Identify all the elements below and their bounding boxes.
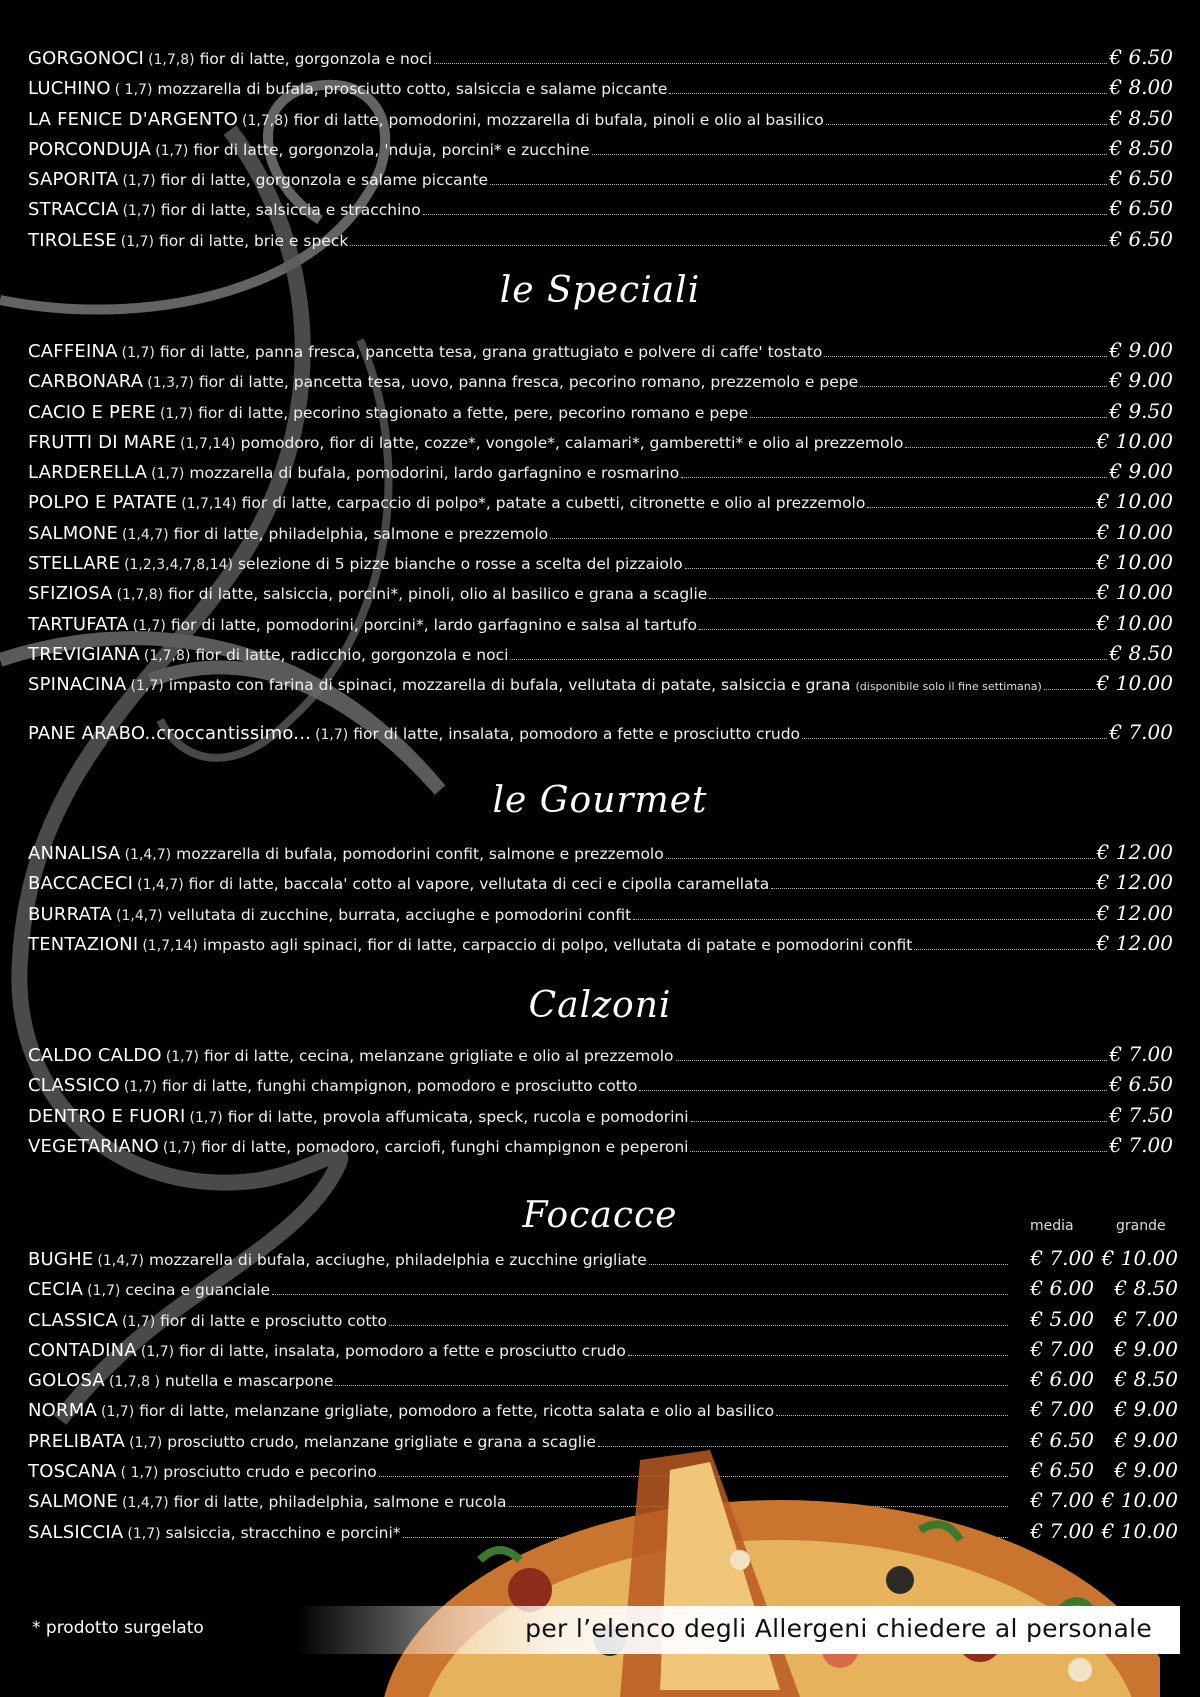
item-allergens: ( 1,7) [120, 1465, 159, 1482]
list-item [28, 166, 1173, 196]
item-price-media: € 7.00 [1030, 1246, 1094, 1270]
item-price: € 8.00 [1109, 75, 1173, 100]
item-name: CARBONARA [28, 371, 144, 393]
dotted-leader [350, 245, 1107, 246]
list-item [28, 580, 1173, 610]
item-allergens: (1,7) [87, 1283, 121, 1300]
item-allergens: (1,4,7) [97, 1253, 144, 1269]
item-name: SFIZIOSA [28, 583, 113, 605]
item-allergens: (1,4,7) [122, 1495, 169, 1512]
column-header-grande: grande [1116, 1218, 1166, 1234]
item-name: CLASSICA [28, 1309, 118, 1331]
dotted-leader [649, 1264, 1008, 1265]
item-allergens: (1,7) [120, 233, 154, 250]
list-item [28, 1397, 1178, 1427]
dotted-leader [510, 659, 1107, 660]
item-allergens: (1,7) [129, 1434, 163, 1451]
item-description: fior di latte, melanzane grigliate, pomodoro a fette, ricotta salata e olio al basilico [139, 1402, 775, 1421]
item-description: fior di latte, philadelphia, salmone e rucola [173, 1493, 507, 1512]
gourmet-list [28, 840, 1173, 961]
item-name: TOSCANA [28, 1461, 117, 1483]
item-price: € 12.00 [1096, 930, 1173, 955]
item-name: TARTUFATA [28, 613, 129, 635]
dotted-leader [423, 214, 1108, 215]
list-item [28, 459, 1173, 489]
item-name: SALSICCIA [28, 1521, 124, 1543]
item-allergens: (1,7) [127, 1525, 161, 1542]
list-item [28, 901, 1173, 931]
item-allergens: (1,4,7) [122, 526, 169, 543]
item-allergens: (1,7,8) [116, 587, 164, 604]
list-item [28, 196, 1173, 226]
dotted-leader [434, 63, 1107, 64]
item-price-media: € 6.50 [1030, 1458, 1094, 1483]
item-price: € 6.50 [1109, 226, 1173, 251]
item-price: € 12.00 [1096, 840, 1173, 864]
dotted-leader [490, 184, 1107, 185]
item-description: fior di latte, salsiccia e stracchino [160, 201, 421, 220]
item-price-grande: € 9.00 [1114, 1427, 1178, 1452]
dotted-leader [666, 858, 1095, 859]
item-allergens: (1,7,14) [142, 937, 198, 954]
item-price: € 6.50 [1109, 196, 1173, 221]
list-item [28, 1276, 1178, 1306]
item-description: fior di latte, gorgonzola, 'nduja, porcini* e zucchine [193, 140, 590, 159]
item-description: fior di latte, insalata, pomodoro a fette e prosciutto crudo [179, 1341, 626, 1360]
list-item [28, 399, 1173, 429]
dotted-leader [639, 1090, 1107, 1091]
item-name: BACCACECI [28, 873, 134, 895]
item-price: € 7.00 [1109, 720, 1173, 744]
item-name: LA FENICE D'ARGENTO [28, 108, 239, 130]
item-allergens: (1,4,7) [124, 847, 172, 863]
item-price: € 10.00 [1096, 489, 1173, 514]
dotted-leader [824, 356, 1107, 357]
item-price-grande: € 9.00 [1114, 1397, 1178, 1422]
item-name: VEGETARIANO [28, 1135, 159, 1157]
item-name: STRACCIA [28, 199, 119, 221]
item-name: CAFFEINA [28, 341, 118, 362]
item-description: fior di latte, philadelphia, salmone e prezzemolo [173, 524, 549, 543]
list-item [28, 720, 1173, 750]
item-price: € 7.00 [1109, 1132, 1173, 1157]
dotted-leader [272, 1294, 1008, 1295]
item-name: TIROLESE [28, 229, 117, 251]
item-description: fior di latte, pomodoro, carciofi, funghi champignon e peperoni [201, 1137, 689, 1156]
item-name: PORCONDUJA [28, 138, 152, 160]
item-name: DENTRO E FUORI [28, 1105, 186, 1127]
section-title-calzoni: Calzoni [528, 985, 672, 1026]
frozen-product-note: * prodotto surgelato [32, 1618, 204, 1638]
item-price: € 10.00 [1096, 550, 1173, 575]
list-item [28, 931, 1173, 961]
dotted-leader [685, 568, 1095, 569]
item-name: SAPORITA [28, 169, 119, 191]
list-item [28, 368, 1173, 398]
list-item [28, 840, 1173, 870]
item-description: impasto con farina di spinaci, mozzarella di bufala, vellutata di patate, salsiccia e grana [168, 676, 851, 695]
item-allergens: (1,7,14) [180, 435, 236, 452]
item-description: fior di latte, carpaccio di polpo*, patate a cubetti, citronette e olio al prezzemolo [241, 494, 866, 513]
item-allergens: (1,2,3,4,7,8,14) [124, 557, 233, 574]
item-price-grande: € 7.00 [1114, 1306, 1178, 1331]
list-item [28, 641, 1173, 671]
item-allergens: (1,7) [123, 1079, 158, 1096]
item-price: € 6.50 [1109, 166, 1173, 191]
item-name: ANNALISA [28, 843, 121, 864]
item-allergens: (1,7) [132, 617, 166, 634]
item-name: SALMONE [28, 522, 119, 544]
item-price: € 8.50 [1109, 640, 1173, 665]
item-allergens: (1,4,7) [137, 877, 184, 894]
item-description: fior di latte, panna fresca, pancetta tesa, grana grattugiato e polvere di caffe' tostato [159, 343, 823, 361]
item-allergens: (1,7) [121, 1313, 156, 1330]
item-price: € 9.00 [1109, 368, 1173, 393]
item-price: € 8.50 [1109, 135, 1173, 160]
item-name: STELLARE [28, 553, 121, 575]
item-allergens: (1,7,14) [181, 496, 237, 513]
item-name: LARDERELLA [28, 462, 148, 484]
item-price-grande: € 9.00 [1114, 1458, 1178, 1483]
item-description: fior di latte, gorgonzola e salame piccante [160, 171, 489, 190]
dotted-leader [709, 598, 1094, 599]
dotted-leader [690, 1151, 1107, 1152]
item-description: mozzarella di bufala, pomodorini, lardo garfagnino e rosmarino [189, 464, 680, 483]
dotted-leader [860, 386, 1107, 387]
list-item [28, 1133, 1173, 1163]
item-name: SALMONE [28, 1491, 119, 1513]
calzoni-list [28, 1042, 1173, 1163]
allergen-banner [296, 1606, 1180, 1654]
item-price-grande: € 10.00 [1101, 1518, 1178, 1543]
item-description: fior di latte, radicchio, gorgonzola e noci [195, 645, 509, 664]
list-item [28, 1042, 1173, 1072]
list-item [28, 136, 1173, 166]
item-price-media: € 7.00 [1030, 1397, 1094, 1422]
dotted-leader [691, 1121, 1108, 1122]
item-price-media: € 6.00 [1030, 1367, 1094, 1392]
item-description: mozzarella di bufala, prosciutto cotto, salsiccia e salame piccante [157, 80, 668, 99]
item-price-grande: € 9.00 [1114, 1336, 1178, 1361]
item-allergens: (1,7,8) [242, 112, 289, 129]
item-name: NORMA [28, 1400, 97, 1422]
item-price: € 10.00 [1096, 580, 1173, 605]
item-name: CALDO CALDO [28, 1045, 162, 1066]
dotted-leader [699, 629, 1095, 630]
item-price-grande: € 8.50 [1114, 1276, 1178, 1301]
item-note: (disponibile solo il fine settimana) [855, 680, 1042, 694]
item-price-grande: € 10.00 [1101, 1246, 1178, 1270]
item-description: fior di latte, salsiccia, porcini*, pinoli, olio al basilico e grana a scaglie [168, 585, 708, 604]
dotted-leader [669, 93, 1107, 94]
item-price: € 10.00 [1096, 610, 1173, 635]
item-name: TENTAZIONI [28, 933, 139, 955]
section-title-speciali: le Speciali [499, 270, 701, 311]
item-allergens: (1,4,7) [116, 907, 163, 924]
item-price: € 10.00 [1096, 671, 1173, 696]
item-price-media: € 7.00 [1030, 1488, 1094, 1513]
item-description: vellutata di zucchine, burrata, acciughe e pomodorini confit [167, 905, 632, 924]
dotted-leader [681, 477, 1107, 478]
dotted-leader [676, 1060, 1108, 1061]
dotted-leader [633, 919, 1094, 920]
item-description: cecina e guanciale [125, 1281, 271, 1300]
speciali-list [28, 338, 1173, 702]
list-item [28, 671, 1173, 701]
item-allergens: (1,7) [100, 1404, 135, 1421]
section-title-focacce: Focacce [522, 1195, 678, 1236]
item-price: € 12.00 [1096, 870, 1173, 895]
item-description: fior di latte, baccala' cotto al vapore, vellutata di ceci e cipolla caramellata [188, 875, 770, 894]
dotted-leader [905, 447, 1094, 448]
item-price-media: € 7.00 [1030, 1336, 1094, 1361]
item-price-media: € 7.00 [1030, 1518, 1094, 1543]
item-allergens: (1,7,8) [143, 647, 191, 664]
item-description: salsiccia, stracchino e porcini* [165, 1523, 401, 1542]
item-description: fior di latte, pomodorini, porcini*, lardo garfagnino e salsa al tartufo [170, 615, 697, 634]
item-allergens: (1,7) [122, 173, 156, 190]
item-price: € 8.50 [1109, 105, 1173, 130]
item-price: € 10.00 [1096, 428, 1173, 453]
item-allergens: (1,7) [155, 142, 189, 159]
list-item [28, 106, 1173, 136]
item-name: BURRATA [28, 903, 113, 925]
list-item [28, 1072, 1173, 1102]
list-item [28, 1307, 1178, 1337]
item-allergens: (1,7) [130, 678, 164, 695]
item-price: € 9.50 [1109, 398, 1173, 423]
item-description: prosciutto crudo, melanzane grigliate e grana a scaglie [167, 1432, 596, 1451]
item-allergens: (1,7,8 ) [108, 1374, 160, 1391]
item-allergens: (1,7) [159, 405, 194, 422]
allergen-notice: per l’elenco degli Allergeni chiedere al personale [525, 1614, 1152, 1643]
item-allergens: (1,3,7) [147, 375, 194, 392]
item-allergens: ( 1,7) [114, 82, 153, 99]
item-name: FRUTTI DI MARE [28, 431, 177, 453]
item-price-grande: € 10.00 [1101, 1488, 1178, 1513]
pane-arabo-item [28, 720, 1173, 750]
list-item [28, 611, 1173, 641]
item-allergens: (1,7,8) [148, 52, 195, 68]
dotted-leader [628, 1355, 1008, 1356]
item-allergens: (1,7) [315, 727, 349, 743]
item-description: impasto agli spinaci, fior di latte, carpaccio di polpo, vellutata di patate e pomodorini confit [202, 935, 913, 954]
item-allergens: (1,7) [122, 203, 156, 220]
list-item [28, 1337, 1178, 1367]
item-allergens: (1,7) [140, 1343, 175, 1360]
item-name: SPINACINA [28, 674, 127, 696]
item-name: GORGONOCI [28, 48, 145, 69]
item-price: € 9.00 [1109, 338, 1173, 362]
list-item [28, 870, 1173, 900]
item-allergens: (1,7) [189, 1109, 223, 1126]
list-item [28, 75, 1173, 105]
item-name: PANE ARABO..croccantissimo... [28, 723, 312, 744]
item-description: fior di latte, pancetta tesa, uovo, panna fresca, pecorino romano, prezzemolo e pepe [198, 373, 859, 392]
list-item [28, 45, 1173, 75]
item-name: BUGHE [28, 1249, 94, 1270]
dotted-leader [335, 1385, 1008, 1386]
item-description: nutella e mascarpone [164, 1372, 334, 1391]
column-header-media: media [1030, 1218, 1074, 1234]
item-price: € 10.00 [1096, 519, 1173, 544]
list-item [28, 489, 1173, 519]
list-item [28, 227, 1173, 257]
section-title-gourmet: le Gourmet [492, 780, 708, 821]
dotted-leader [826, 124, 1108, 125]
dotted-leader [802, 738, 1107, 739]
item-allergens: (1,7) [151, 466, 185, 483]
list-item [28, 338, 1173, 368]
item-description: mozzarella di bufala, pomodorini confit, salmone e prezzemolo [176, 845, 664, 863]
item-description: prosciutto crudo e pecorino [163, 1463, 377, 1482]
list-item [28, 1246, 1178, 1276]
item-price-media: € 6.50 [1030, 1427, 1094, 1452]
dotted-leader [389, 1325, 1008, 1326]
item-description: fior di latte, cecina, melanzane grigliate e olio al prezzemolo [204, 1047, 674, 1065]
dotted-leader [776, 1415, 1008, 1416]
item-name: CONTADINA [28, 1339, 137, 1361]
dotted-leader [550, 538, 1095, 539]
dotted-leader [592, 154, 1108, 155]
list-item [28, 520, 1173, 550]
item-description: fior di latte, pecorino stagionato a fette, pere, pecorino romano e pepe [198, 403, 749, 422]
item-name: LUCHINO [28, 78, 111, 100]
classic-pizza-list [28, 45, 1173, 257]
item-price: € 7.00 [1109, 1042, 1173, 1066]
item-description: fior di latte, funghi champignon, pomodoro e prosciutto cotto [162, 1077, 638, 1096]
dotted-leader [914, 949, 1094, 950]
list-item [28, 550, 1173, 580]
item-description: fior di latte, insalata, pomodoro a fette e prosciutto crudo [353, 725, 801, 743]
item-description: fior di latte, brie e speck [158, 231, 349, 250]
item-price-grande: € 8.50 [1114, 1367, 1178, 1392]
item-price-media: € 6.00 [1030, 1276, 1094, 1301]
item-name: GOLOSA [28, 1370, 105, 1392]
item-description: fior di latte, gorgonzola e noci [199, 50, 433, 68]
item-allergens: (1,7) [162, 1139, 197, 1156]
dotted-leader [867, 507, 1094, 508]
item-name: TREVIGIANA [28, 643, 140, 665]
pizza-illustration [380, 1440, 1160, 1697]
item-price: € 7.50 [1109, 1102, 1173, 1127]
item-name: CECIA [28, 1279, 84, 1301]
item-description: fior di latte, provola affumicata, speck, rucola e pomodorini [227, 1107, 689, 1126]
item-description: selezione di 5 pizze bianche o rosse a scelta del pizzaiolo [237, 555, 683, 574]
list-item [28, 1367, 1178, 1397]
list-item [28, 1103, 1173, 1133]
list-item [28, 429, 1173, 459]
item-price: € 6.50 [1109, 1072, 1173, 1097]
dotted-leader [771, 888, 1094, 889]
item-allergens: (1,7) [165, 1049, 200, 1065]
item-allergens: (1,7) [121, 345, 155, 361]
item-description: pomodoro, fior di latte, cozze*, vongole*, calamari*, gamberetti* e olio al prezzemolo [240, 433, 904, 452]
item-description: fior di latte, pomodorini, mozzarella di bufala, pinoli e olio al basilico [293, 110, 824, 129]
item-name: CACIO E PERE [28, 401, 156, 423]
item-name: PRELIBATA [28, 1430, 126, 1452]
item-price: € 6.50 [1109, 45, 1173, 69]
item-description: fior di latte e prosciutto cotto [160, 1311, 387, 1330]
item-price-media: € 5.00 [1030, 1306, 1094, 1331]
item-name: POLPO E PATATE [28, 492, 178, 514]
item-price: € 9.00 [1109, 459, 1173, 484]
item-description: mozzarella di bufala, acciughe, philadelphia e zucchine grigliate [148, 1251, 647, 1269]
item-name: CLASSICO [28, 1075, 120, 1097]
dotted-leader [1044, 689, 1095, 690]
item-price: € 12.00 [1096, 900, 1173, 925]
dotted-leader [750, 417, 1107, 418]
